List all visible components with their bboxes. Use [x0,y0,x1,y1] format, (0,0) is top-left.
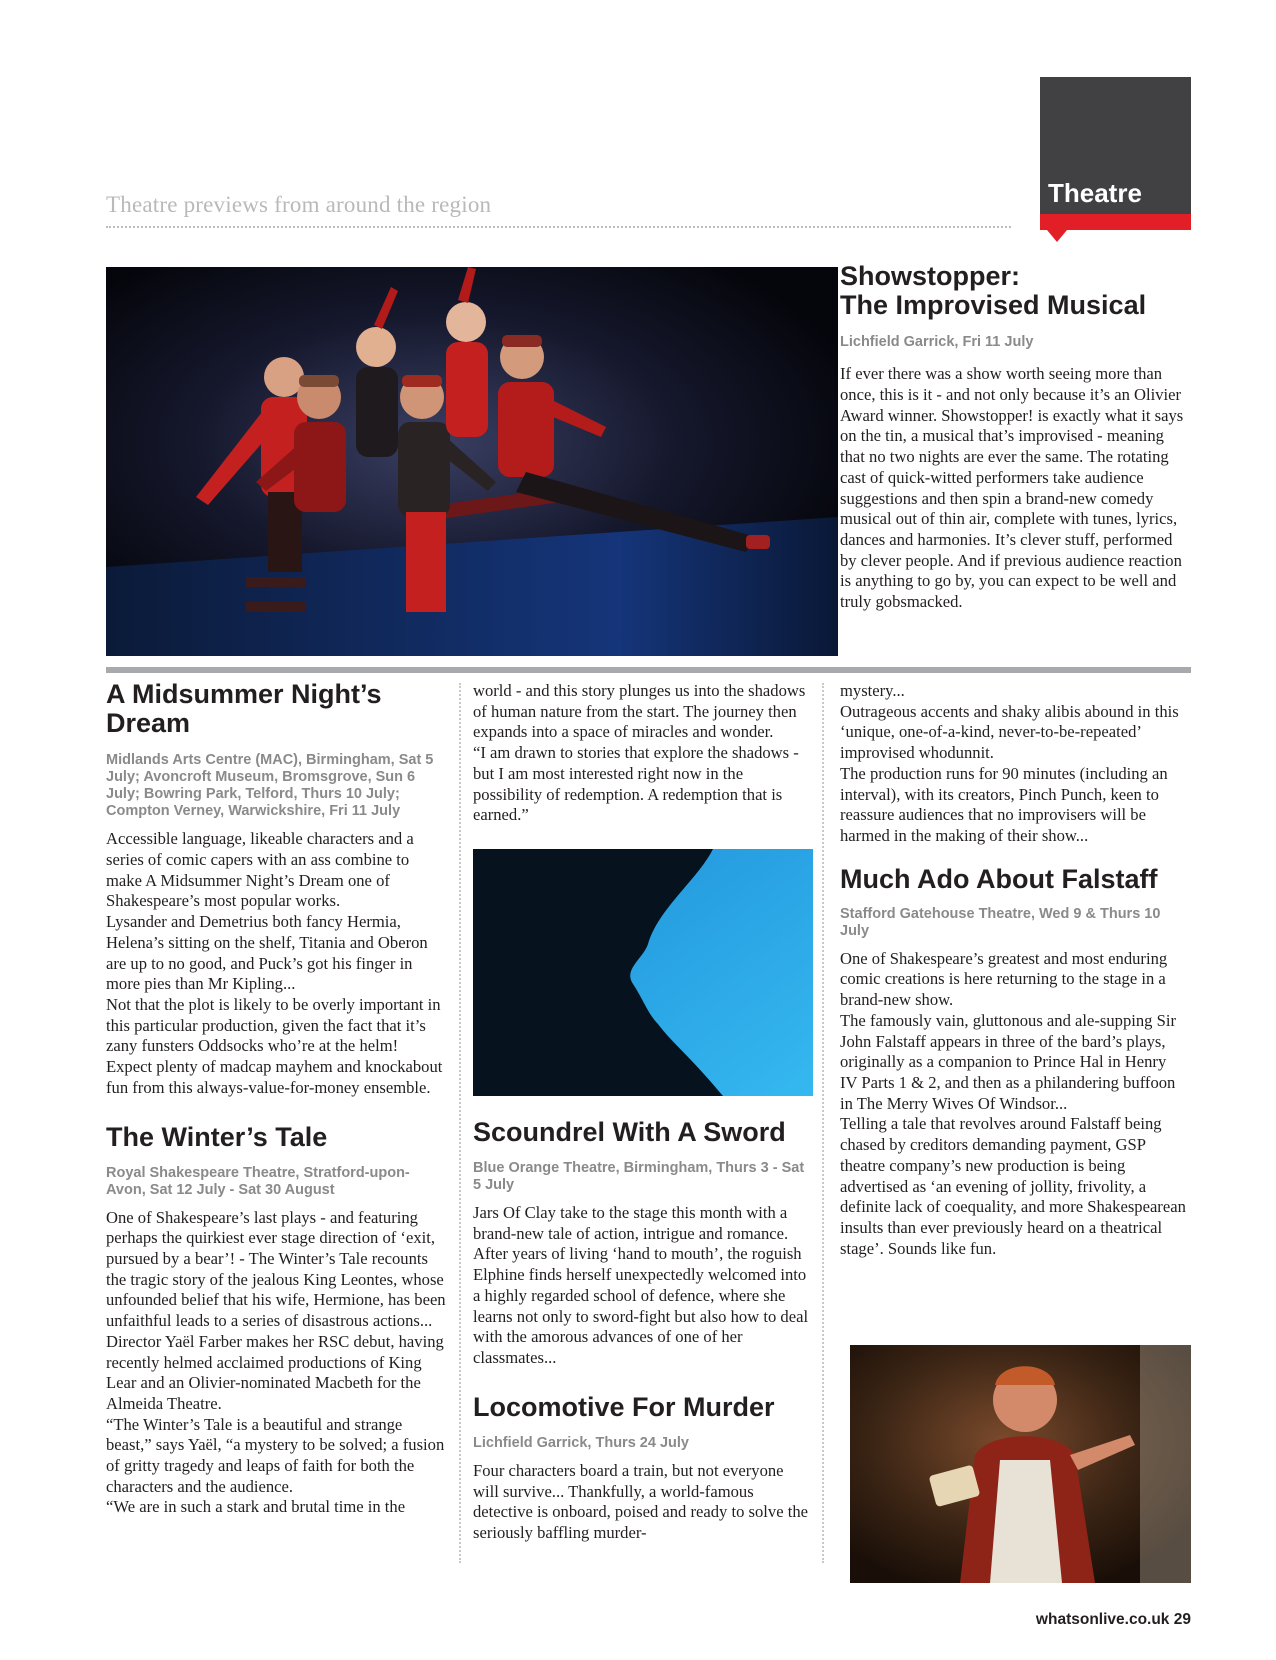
scoundrel-para-1: Jars Of Clay take to the stage this month with a brand-new tale of action, intrigue and romance. [473,1203,789,1243]
falstaff-para-3: Telling a tale that revolves around Falstaff being chased by creditors demanding payment, GSP theatre company’s new production is being advertised as ‘an evening of jollity, frivolity, a definite lack of coequality, and more Shakespearean insults than ever previously heard on a theatrical stage’. Sounds like fun. [840,1114,1186,1258]
falstaff-para-1: One of Shakespeare’s greatest and most enduring comic creations is here returning to the stage in a brand-new show. [840,948,1168,1010]
section-tab-pointer-icon [1047,230,1067,242]
showstopper-venue: Lichfield Garrick, Fri 11 July [840,334,1034,351]
falstaff-actor-photo [850,1345,1191,1583]
midsummer-para-3: Not that the plot is likely to be overly important in this particular production, given the fact that it’s zany funsters Oddsocks who’re at the helm! Expect plenty of madcap mayhem and knockabout fun from this always-value-for-money ensemble. [106,994,443,1097]
locomotive-para-2: mystery... [840,681,905,700]
winters-tale-para-1: One of Shakespeare’s last plays - and featuring perhaps the quirkiest ever stage direction of ‘exit, pursued by a bear’! - The Winter’s Tale recounts the tragic story of the jealous King Leontes, whose unfounded belief that his wife, Hermione, has been unfaithful leads to a series of disastrous actions... [106,1207,446,1331]
locomotive-title: Locomotive For Murder [473,1391,775,1422]
showstopper-body: If ever there was a show worth seeing more than once, this is it - and not only because it’s an Olivier Award winner. Showstopper! is exactly what it says on the tin, a musical that’s improvised - meaning that no two nights are ever the same. The rotating cast of quick-witted performers take audience suggestions and then spin a brand-new comedy musical out of thin air, complete with tunes, lyrics, dances and harmonies. It’s clever stuff, performed by clever people. And if previous audience reaction is anything to go by, you can expect to be well and truly gobsmacked. [840,364,1184,612]
column-2 [473,681,813,1544]
showstopper-title-line1: Showstopper: [840,261,1020,291]
column-divider-1 [459,683,461,1563]
midsummer-venue: Midlands Arts Centre (MAC), Birmingham, Sat 5 July; Avoncroft Museum, Bromsgrove, Sun 6 July; Bowring Park, Telford, Thurs 10 July; Compton Verney, Warwickshire, Fri 11 July [106,752,434,820]
midsummer-para-1: Accessible language, likeable characters and a series of comic capers with an ass combine to make A Midsummer Night’s Dream one of Shakespeare’s most popular works. [106,829,414,911]
winters-tale-para-5: world - and this story plunges us into the shadows of human nature from the start. The journey then expands into a space of miracles and wonder. [473,681,806,742]
showstopper-title [838,262,1191,320]
page-footer [1036,1611,1191,1629]
locomotive-venue: Lichfield Garrick, Thurs 24 July [473,1434,689,1451]
falstaff-para-2: The famously vain, gluttonous and ale-supping Sir John Falstaff appears in three of the bard’s plays, originally as a companion to Prince Hal in Henry IV Parts 1 & 2, and then as a philandering buffoon in The Merry Wives Of Windsor... [840,1010,1176,1113]
winters-tale-venue: Royal Shakespeare Theatre, Stratford-upon-Avon, Sat 12 July - Sat 30 August [106,1164,410,1198]
scoundrel-venue: Blue Orange Theatre, Birmingham, Thurs 3 - Sat 5 July [473,1160,805,1194]
section-tab-label: Theatre [1048,178,1142,208]
winters-tale-para-2: Director Yaël Farber makes her RSC debut, having recently helmed acclaimed productions of King Lear and an Olivier-nominated Macbeth for the Almeida Theatre. [106,1331,444,1413]
locomotive-para-3: Outrageous accents and shaky alibis abound in this ‘unique, one-of-a-kind, never-to-be-repeated’ improvised whodunnit. [840,701,1179,763]
midsummer-title: A Midsummer Night’s Dream [106,679,382,739]
column-divider-2 [822,683,824,1563]
footer-site: whatsonlive.co.uk [1035,1611,1170,1628]
showstopper-title-line2: The Improvised Musical [840,290,1147,321]
falstaff-title: Much Ado About Falstaff [840,863,1158,894]
scoundrel-title: Scoundrel With A Sword [473,1116,786,1147]
midsummer-para-2: Lysander and Demetrius both fancy Hermia, Helena’s sitting on the shelf, Titania and Oberon are up to no good, and Puck’s got his finger in more pies than Mr Kipling... [106,912,428,994]
winters-tale-title: The Winter’s Tale [106,1122,328,1153]
footer-page-number: 29 [1173,1611,1191,1628]
column-3 [840,681,1186,1259]
article-showstopper [838,262,1191,613]
header-dotted-rule [106,226,1011,228]
locomotive-para-1: Four characters board a train, but not everyone will survive... Thankfully, a world-famous detective is onboard, poised and ready to solve the seriously baffling murder- [473,1460,809,1542]
column-1 [106,680,446,1518]
showstopper-cast-photo [106,267,838,656]
winters-tale-para-4: “We are in such a stark and brutal time in the [106,1497,406,1517]
section-tagline: Theatre previews from around the region [106,192,492,217]
winters-tale-para-3: “The Winter’s Tale is a beautiful and strange beast,” says Yaël, “a mystery to be solved; a fusion of gritty tragedy and leaps of faith for both the characters and the audience. [106,1414,445,1496]
section-tab-accent-bar [1040,214,1191,230]
locomotive-para-4: The production runs for 90 minutes (including an interval), with its creators, Pinch Punch, keen to reassure audiences that no improvisers will be harmed in the making of their show... [840,763,1168,845]
scoundrel-para-2: After years of living ‘hand to mouth’, the roguish Elphine finds herself unexpectedly welcomed into a highly regarded school of defence, where she learns not only to sword-fight but also how to deal with the amorous advances of one of her classmates... [473,1244,809,1367]
scoundrel-silhouette-photo [473,849,813,1096]
winters-tale-para-6: “I am drawn to stories that explore the shadows - but I am most interested right now in the possibility of redemption. A redemption that is earned.” [473,743,799,825]
section-divider-rule [106,667,1191,673]
falstaff-venue: Stafford Gatehouse Theatre, Wed 9 & Thurs 10 July [840,905,1161,939]
